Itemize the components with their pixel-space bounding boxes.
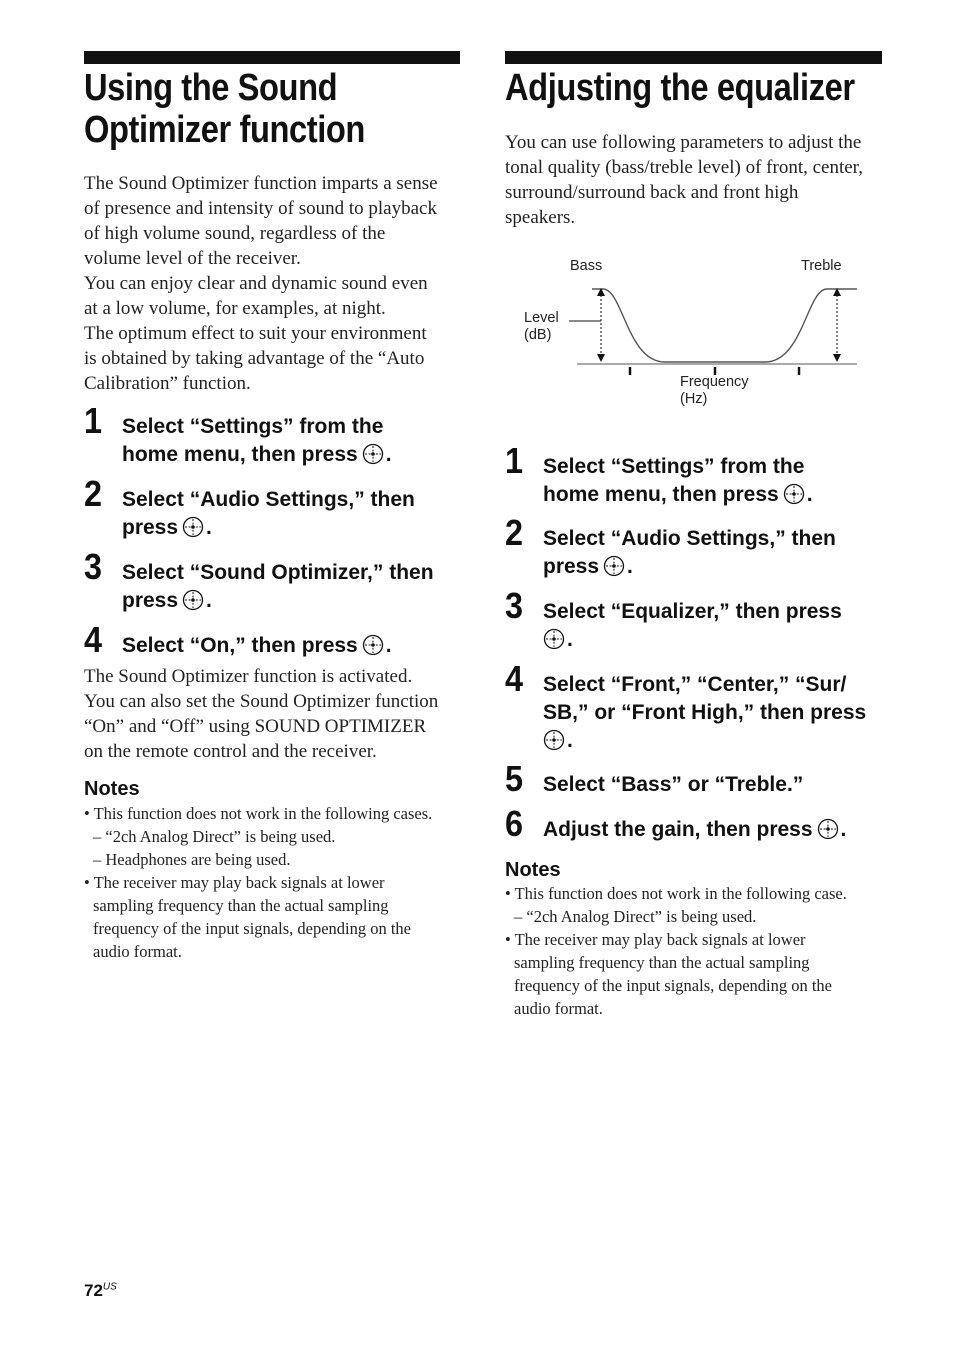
text-line: is obtained by taking advantage of the “Auto bbox=[84, 348, 425, 369]
result-paragraph bbox=[84, 664, 438, 764]
step-line: home menu, then press bbox=[543, 483, 779, 506]
level-label-line: (dB) bbox=[524, 327, 552, 343]
text-line: The Sound Optimizer function imparts a sense bbox=[84, 173, 438, 194]
text-line: volume level of the receiver. bbox=[84, 248, 301, 269]
text-line: at a low volume, for examples, at night. bbox=[84, 298, 386, 319]
page-number-value: 72 bbox=[84, 1281, 103, 1300]
step-number: 1 bbox=[84, 400, 103, 441]
step-text: Select “On,” then press . bbox=[122, 634, 392, 657]
text-line: speakers. bbox=[505, 207, 576, 228]
step-line: Select “On,” then press bbox=[122, 634, 358, 657]
note-line: – Headphones are being used. bbox=[93, 850, 291, 869]
level-label-line: Level bbox=[524, 310, 559, 326]
step-line: home menu, then press bbox=[122, 443, 358, 466]
note-line: • This function does not work in the following cases. bbox=[84, 804, 433, 823]
notes-heading: Notes bbox=[505, 859, 561, 881]
text-line: The optimum effect to suit your environment bbox=[84, 323, 427, 344]
note-line: • The receiver may play back signals at lower bbox=[84, 873, 385, 892]
region-code: US bbox=[102, 1281, 117, 1293]
section-rule bbox=[84, 51, 460, 64]
equalizer-diagram bbox=[505, 250, 882, 415]
equalizer-curve bbox=[505, 250, 882, 415]
step-number: 2 bbox=[505, 512, 524, 553]
note-line: frequency of the input signals, depending on the bbox=[514, 976, 833, 995]
step-line: Select “Audio Settings,” then bbox=[543, 527, 836, 550]
bass-label: Bass bbox=[570, 258, 603, 274]
section-rule bbox=[505, 51, 882, 64]
note-line: – “2ch Analog Direct” is being used. bbox=[93, 827, 336, 846]
arrow-head bbox=[597, 354, 605, 362]
enter-button-icon bbox=[182, 516, 204, 538]
text-line: You can use following parameters to adjust the bbox=[505, 132, 862, 153]
step-line: press bbox=[543, 555, 600, 578]
note-line: sampling frequency than the actual sampling bbox=[93, 896, 389, 915]
note-line: audio format. bbox=[93, 942, 182, 961]
step-number: 6 bbox=[505, 803, 524, 844]
step-text: Select “Sound Optimizer,” then press . bbox=[122, 561, 434, 612]
note-line: • The receiver may play back signals at lower bbox=[505, 930, 806, 949]
intro-paragraph bbox=[84, 171, 438, 396]
gain-curve bbox=[592, 289, 857, 362]
section-title bbox=[84, 67, 365, 151]
step-text bbox=[543, 771, 803, 799]
step-number: 3 bbox=[505, 585, 524, 626]
page-number bbox=[84, 1281, 117, 1301]
text-line: of presence and intensity of sound to playback bbox=[84, 198, 437, 219]
enter-button-icon bbox=[603, 555, 625, 577]
treble-label: Treble bbox=[801, 258, 842, 274]
step-number: 3 bbox=[84, 546, 103, 587]
step-text: Select “Front,” “Center,” “Sur/ SB,” or “Front High,” then press . bbox=[543, 673, 867, 752]
step-text: Adjust the gain, then press . bbox=[543, 818, 847, 841]
enter-button-icon bbox=[783, 483, 805, 505]
frequency-label-line: Frequency bbox=[680, 374, 749, 390]
enter-button-icon bbox=[543, 628, 565, 650]
text-line: of high volume sound, regardless of the bbox=[84, 223, 386, 244]
text-line: surround/surround back and front high bbox=[505, 182, 799, 203]
step-line: Select “Sound Optimizer,” then bbox=[122, 561, 434, 584]
section-title bbox=[505, 67, 855, 109]
notes-list bbox=[505, 882, 847, 1020]
note-line: frequency of the input signals, depending on the bbox=[93, 919, 412, 938]
text-line: Calibration” function. bbox=[84, 373, 251, 394]
note-line: audio format. bbox=[514, 999, 603, 1018]
notes-list bbox=[84, 802, 432, 963]
step-text: Select “Audio Settings,” then press . bbox=[543, 527, 836, 578]
step-number: 4 bbox=[84, 619, 103, 660]
arrow-head bbox=[833, 354, 841, 362]
text-line: tonal quality (bass/treble level) of front, center, bbox=[505, 157, 863, 178]
text-line: “On” and “Off” using SOUND OPTIMIZER bbox=[84, 716, 427, 737]
text-line: The Sound Optimizer function is activated. bbox=[84, 666, 413, 687]
step-number: 5 bbox=[505, 758, 524, 799]
step-text: Select “Settings” from the home menu, then press . bbox=[543, 455, 813, 506]
enter-button-icon bbox=[817, 818, 839, 840]
step-text: Select “Equalizer,” then press . bbox=[543, 600, 842, 651]
frequency-label-line: (Hz) bbox=[680, 391, 708, 407]
step-line: press bbox=[122, 516, 179, 539]
step-line: press bbox=[122, 589, 179, 612]
text-line: You can enjoy clear and dynamic sound even bbox=[84, 273, 428, 294]
step-line: Select “Settings” from the bbox=[543, 455, 805, 478]
enter-button-icon bbox=[362, 634, 384, 656]
step-line: Select “Settings” from the bbox=[122, 415, 384, 438]
notes-heading: Notes bbox=[84, 778, 140, 800]
title-line: Optimizer function bbox=[84, 109, 365, 151]
note-line: – “2ch Analog Direct” is being used. bbox=[514, 907, 757, 926]
step-number: 2 bbox=[84, 473, 103, 514]
step-number: 1 bbox=[505, 440, 524, 481]
note-line: • This function does not work in the following case. bbox=[505, 884, 847, 903]
enter-button-icon bbox=[182, 589, 204, 611]
intro-paragraph bbox=[505, 130, 863, 230]
step-line: Adjust the gain, then press bbox=[543, 818, 813, 841]
note-line: sampling frequency than the actual sampling bbox=[514, 953, 810, 972]
step-text: Select “Settings” from the home menu, then press . bbox=[122, 415, 392, 466]
text-line: on the remote control and the receiver. bbox=[84, 741, 377, 762]
step-line: Select “Bass” or “Treble.” bbox=[543, 773, 804, 796]
enter-button-icon bbox=[362, 443, 384, 465]
step-line: Select “Equalizer,” then press bbox=[543, 600, 842, 623]
title-line: Adjusting the equalizer bbox=[505, 67, 855, 109]
step-text: Select “Audio Settings,” then press . bbox=[122, 488, 415, 539]
step-number: 4 bbox=[505, 658, 524, 699]
enter-button-icon bbox=[543, 729, 565, 751]
step-line: Select “Front,” “Center,” “Sur/ bbox=[543, 673, 847, 696]
step-line: Select “Audio Settings,” then bbox=[122, 488, 415, 511]
text-line: You can also set the Sound Optimizer function bbox=[84, 691, 439, 712]
title-line: Using the Sound bbox=[84, 67, 338, 109]
step-line: SB,” or “Front High,” then press bbox=[543, 701, 867, 724]
